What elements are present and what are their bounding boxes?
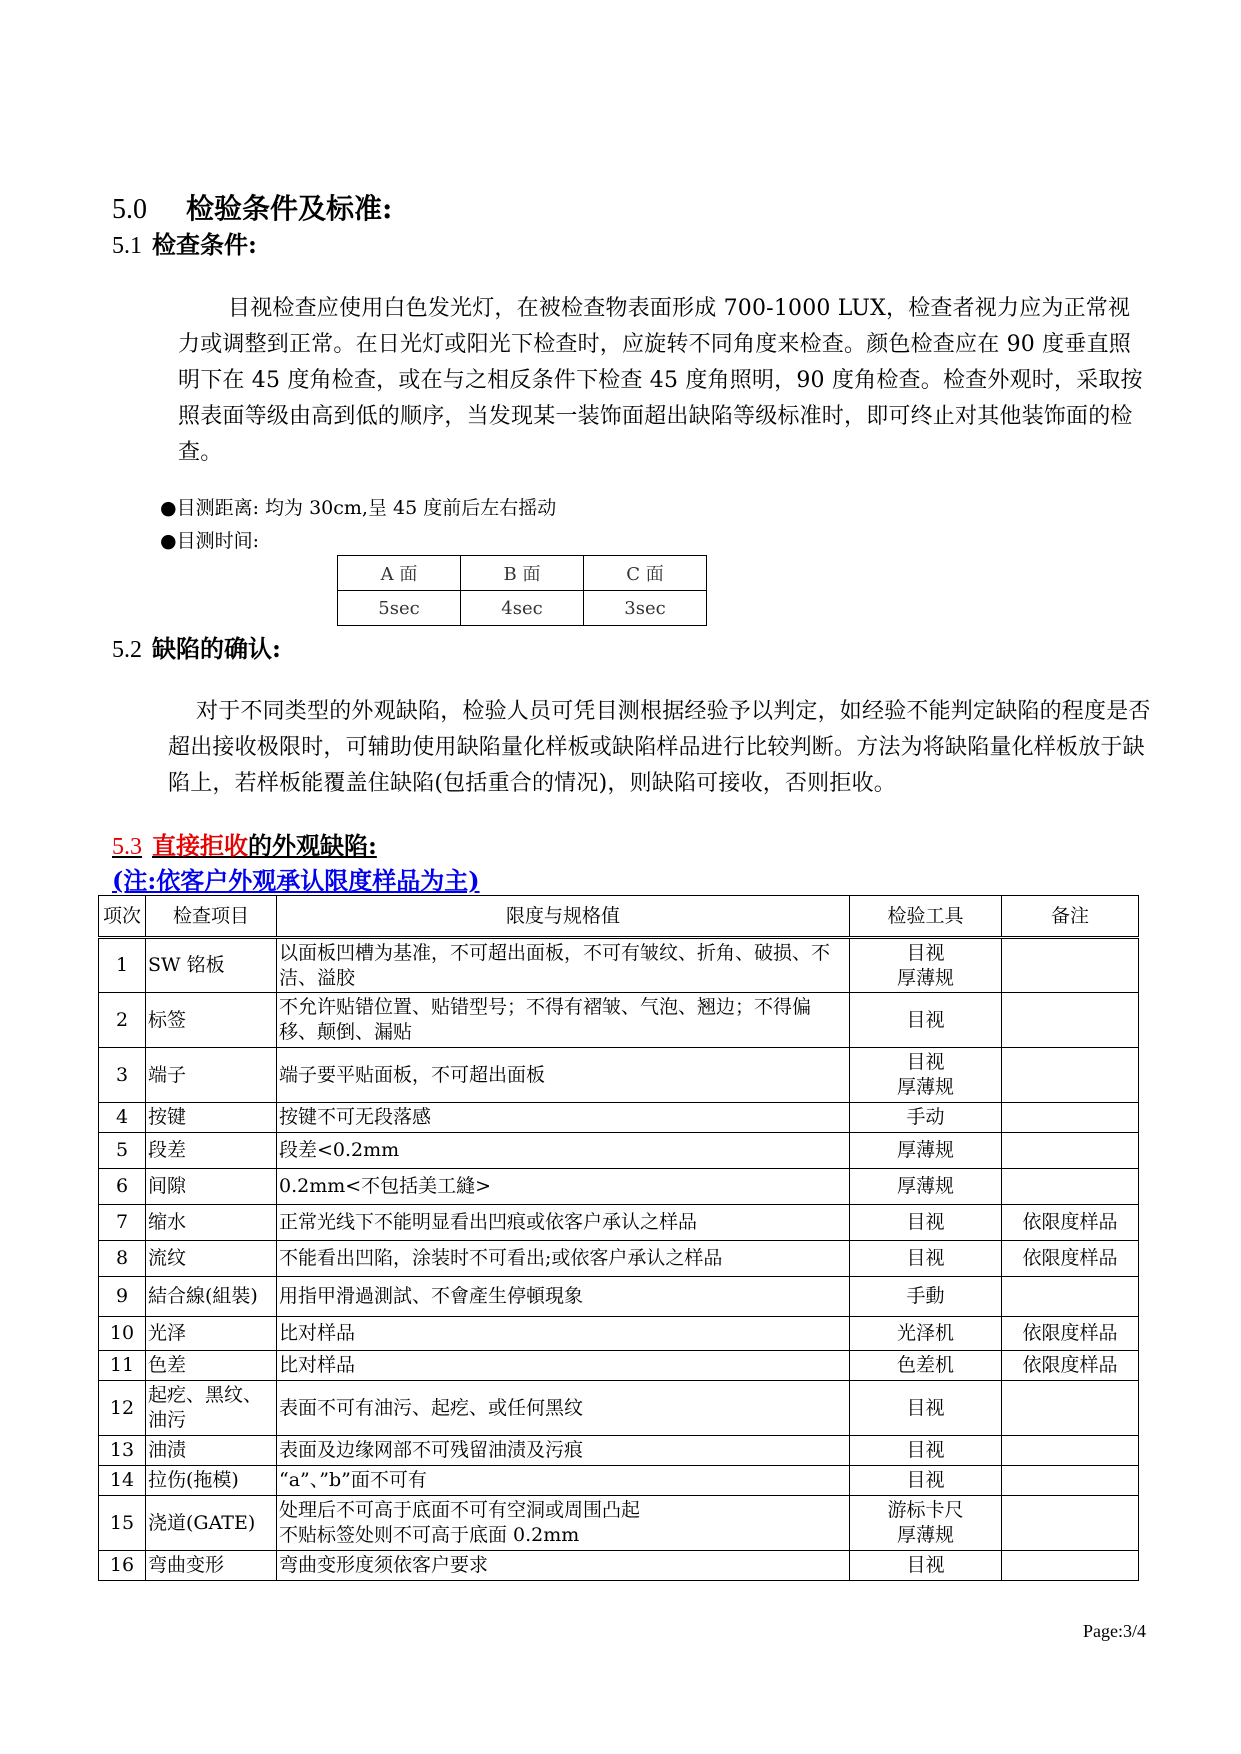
cell-item: 间隙 — [146, 1169, 277, 1205]
table-row — [99, 938, 1139, 993]
cell-item: 光泽 — [146, 1317, 277, 1351]
cell-tool: 手动 — [850, 1103, 1002, 1133]
cell-index: 2 — [99, 993, 146, 1048]
cell-tool: 游标卡尺 厚薄规 — [850, 1496, 1002, 1551]
cell-remark — [1002, 1496, 1139, 1551]
table-row — [99, 1381, 1139, 1436]
cell-spec: 不允许贴错位置、贴错型号；不得有褶皱、气泡、翘边；不得偏移、颠倒、漏贴 — [277, 993, 850, 1048]
cell-item: 流纹 — [146, 1241, 277, 1277]
cell-remark — [1002, 1436, 1139, 1466]
cell-remark — [1002, 1381, 1139, 1436]
cell-tool: 手動 — [850, 1277, 1002, 1317]
bullet-time — [160, 526, 259, 553]
cell-spec: 表面不可有油污、起疙、或任何黑纹 — [277, 1381, 850, 1436]
cell-tool: 光泽机 — [850, 1317, 1002, 1351]
defect-confirmation-paragraph: 对于不同类型的外观缺陷，检验人员可凭目测根据经验予以判定，如经验不能判定缺陷的程度是否超出接收极限时，可辅助使用缺陷量化样板或缺陷样品进行比较判断。方法为将缺陷量化样板放于缺陷上，若样板能覆盖住缺陷(包括重合的情况)，则缺陷可接收，否则拒收。 — [168, 699, 1151, 796]
cell-remark — [1002, 1048, 1139, 1103]
cell-index: 6 — [99, 1169, 146, 1205]
section-5-2-heading — [112, 629, 281, 664]
cell-index: 15 — [99, 1496, 146, 1551]
cell-spec: 表面及边缘网部不可残留油渍及污痕 — [277, 1436, 850, 1466]
cell-item: 色差 — [146, 1351, 277, 1381]
cell-remark — [1002, 1169, 1139, 1205]
cell-item: 油渍 — [146, 1436, 277, 1466]
bullet-text: 目测时间: — [176, 530, 259, 552]
section-number: 5.0 — [112, 194, 147, 225]
cell-tool: 目视 — [850, 1241, 1002, 1277]
cell-item: 拉伤(拖模) — [146, 1466, 277, 1496]
cell-tool: 目视 — [850, 1381, 1002, 1436]
cell-tool: 目视 厚薄规 — [850, 1048, 1002, 1103]
cell-spec: 按键不可无段落感 — [277, 1103, 850, 1133]
table-cell: C 面 — [584, 556, 707, 591]
table-row — [99, 1169, 1139, 1205]
section-title: 检验条件及标准: — [186, 192, 393, 225]
header-cell-item: 检查项目 — [146, 896, 277, 938]
section-title: 的外观缺陷: — [248, 831, 377, 860]
cell-spec: 以面板凹槽为基准，不可超出面板，不可有皱纹、折角、破损、不洁、溢胶 — [277, 938, 850, 993]
cell-item: 結合線(組裝) — [146, 1277, 277, 1317]
cell-remark: 依限度样品 — [1002, 1317, 1139, 1351]
inspection-conditions-paragraph: 目视检查应使用白色发光灯，在被检查物表面形成 700-1000 LUX，检查者视力应为正常视力或调整到正常。在日光灯或阳光下检查时，应旋转不同角度来检查。颜色检查应在 90 度垂直照明下在 45 度角检查，或在与之相反条件下检查 45 度角照明，90 度角检查。检查外观时，采取按照表面等级由高到低的顺序，当发现某一装饰面超出缺陷等级标准时，即可终止对其他装饰面的检查。 — [178, 296, 1143, 465]
section-number: 5.2 — [112, 637, 142, 663]
cell-spec: 处理后不可高于底面不可有空洞或周围凸起 不贴标签处则不可高于底面 0.2mm — [277, 1496, 850, 1551]
table-header-row — [99, 896, 1139, 938]
table-row — [338, 591, 707, 626]
table-row — [99, 1277, 1139, 1317]
cell-item: 浇道(GATE) — [146, 1496, 277, 1551]
cell-remark — [1002, 1133, 1139, 1169]
cell-item: 按键 — [146, 1103, 277, 1133]
cell-index: 4 — [99, 1103, 146, 1133]
header-cell-index: 项次 — [99, 896, 146, 938]
cell-spec: 正常光线下不能明显看出凹痕或依客户承认之样品 — [277, 1205, 850, 1241]
table-row — [99, 1103, 1139, 1133]
cell-tool: 目视 — [850, 1436, 1002, 1466]
cell-index: 7 — [99, 1205, 146, 1241]
cell-index: 8 — [99, 1241, 146, 1277]
cell-tool: 厚薄规 — [850, 1169, 1002, 1205]
cell-remark — [1002, 1551, 1139, 1581]
cell-item: SW 铭板 — [146, 938, 277, 993]
section-5-0-heading — [112, 187, 392, 227]
cell-spec: 比对样品 — [277, 1317, 850, 1351]
cell-tool: 色差机 — [850, 1351, 1002, 1381]
page-number: Page:3/4 — [1083, 1621, 1146, 1641]
cell-tool: 厚薄规 — [850, 1133, 1002, 1169]
cell-remark — [1002, 938, 1139, 993]
cell-item: 标签 — [146, 993, 277, 1048]
cell-spec: 弯曲变形度须依客户要求 — [277, 1551, 850, 1581]
cell-index: 14 — [99, 1466, 146, 1496]
cell-spec: “a”、”b”面不可有 — [277, 1466, 850, 1496]
cell-index: 13 — [99, 1436, 146, 1466]
table-cell: 4sec — [461, 591, 584, 626]
cell-index: 5 — [99, 1133, 146, 1169]
cell-item: 弯曲变形 — [146, 1551, 277, 1581]
cell-remark: 依限度样品 — [1002, 1205, 1139, 1241]
cell-spec: 比对样品 — [277, 1351, 850, 1381]
defect-spec-table — [98, 895, 1139, 1581]
cell-index: 9 — [99, 1277, 146, 1317]
cell-index: 3 — [99, 1048, 146, 1103]
cell-index: 12 — [99, 1381, 146, 1436]
cell-remark: 依限度样品 — [1002, 1351, 1139, 1381]
cell-spec: 用指甲滑過測試、不會產生停頓現象 — [277, 1277, 850, 1317]
header-cell-tool: 检验工具 — [850, 896, 1002, 938]
cell-spec: 端子要平贴面板，不可超出面板 — [277, 1048, 850, 1103]
table-row — [99, 993, 1139, 1048]
cell-remark — [1002, 993, 1139, 1048]
table-row — [99, 1466, 1139, 1496]
cell-index: 10 — [99, 1317, 146, 1351]
bullet-text: 目测距离: 均为 30cm,呈 45 度前后左右摇动 — [176, 497, 557, 519]
section-number: 5.3 — [112, 834, 142, 860]
section-title: 检查条件: — [152, 230, 257, 259]
reject-text: 直接拒收 — [152, 831, 248, 860]
cell-tool: 目视 — [850, 1466, 1002, 1496]
cell-tool: 目视 — [850, 993, 1002, 1048]
cell-remark — [1002, 1466, 1139, 1496]
table-cell: 3sec — [584, 591, 707, 626]
cell-item: 段差 — [146, 1133, 277, 1169]
section-5-1-heading — [112, 225, 257, 260]
section-5-3-heading — [112, 826, 377, 861]
table-row — [99, 1133, 1139, 1169]
cell-tool: 目视 — [850, 1205, 1002, 1241]
cell-index: 11 — [99, 1351, 146, 1381]
section-title: 缺陷的确认: — [152, 634, 281, 663]
cell-remark: 依限度样品 — [1002, 1241, 1139, 1277]
bullet-distance — [160, 493, 556, 520]
table-row — [99, 1551, 1139, 1581]
header-cell-remark: 备注 — [1002, 896, 1139, 938]
cell-item: 起疙、黑纹、油污 — [146, 1381, 277, 1436]
table-cell: 5sec — [338, 591, 461, 626]
table-cell: B 面 — [461, 556, 584, 591]
cell-spec: 段差<0.2mm — [277, 1133, 850, 1169]
bullet-glyph: ● — [160, 530, 177, 552]
cell-item: 端子 — [146, 1048, 277, 1103]
cell-spec: 0.2mm<不包括美工縫> — [277, 1169, 850, 1205]
section-number: 5.1 — [112, 233, 142, 259]
cell-remark — [1002, 1103, 1139, 1133]
customer-sample-note: (注:依客户外观承认限度样品为主) — [112, 866, 480, 895]
cell-index: 1 — [99, 938, 146, 993]
header-cell-spec: 限度与规格值 — [277, 896, 850, 938]
cell-tool: 目视 — [850, 1551, 1002, 1581]
table-row — [99, 1351, 1139, 1381]
cell-remark — [1002, 1277, 1139, 1317]
table-row — [99, 1496, 1139, 1551]
table-row — [99, 1048, 1139, 1103]
table-row — [99, 1436, 1139, 1466]
bullet-glyph: ● — [160, 497, 177, 519]
table-row — [338, 556, 707, 591]
cell-index: 16 — [99, 1551, 146, 1581]
inspection-time-table — [337, 555, 707, 626]
table-cell: A 面 — [338, 556, 461, 591]
table-row — [99, 1317, 1139, 1351]
cell-item: 缩水 — [146, 1205, 277, 1241]
cell-tool: 目视 厚薄规 — [850, 938, 1002, 993]
table-row — [99, 1205, 1139, 1241]
cell-spec: 不能看出凹陷，涂装时不可看出;或依客户承认之样品 — [277, 1241, 850, 1277]
table-row — [99, 1241, 1139, 1277]
